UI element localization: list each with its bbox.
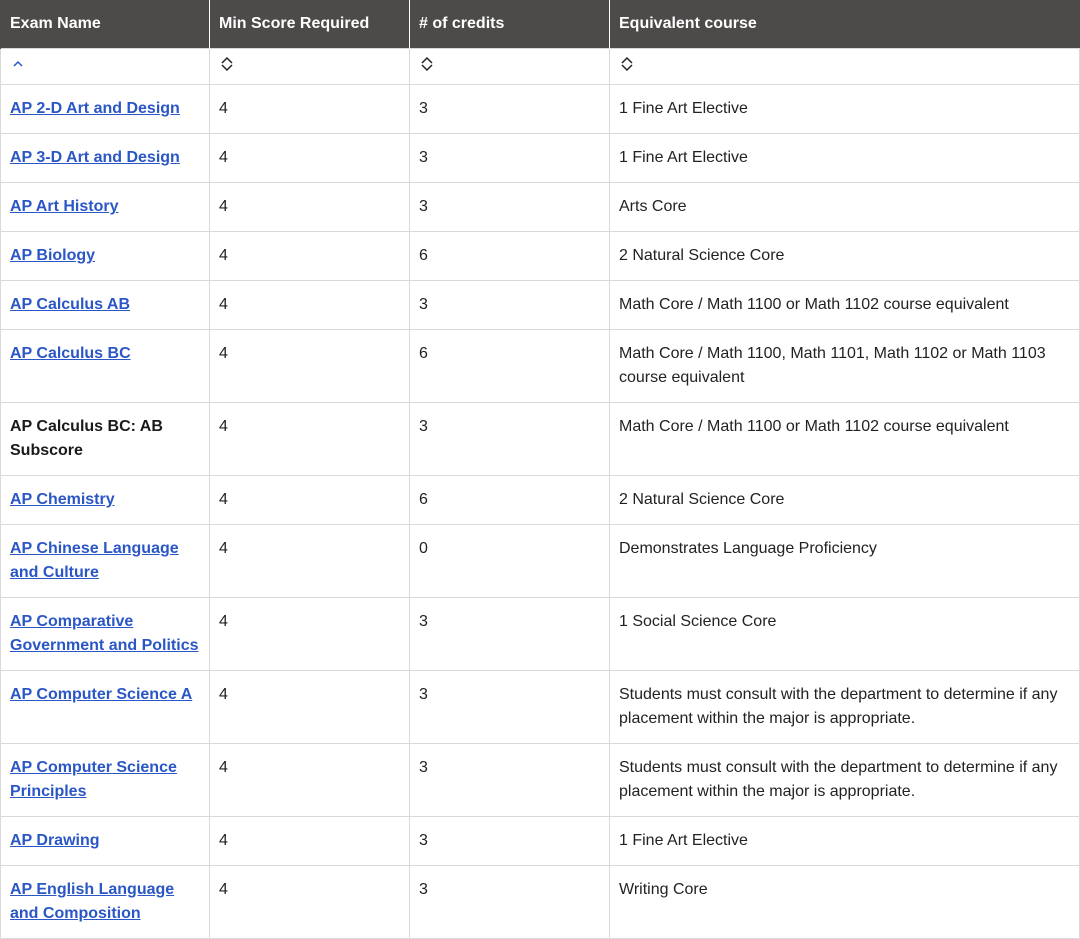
credits-cell: 6	[410, 476, 610, 525]
min-score-cell: 4	[210, 403, 410, 476]
exam-name-cell	[1, 866, 210, 939]
exam-name-text: AP Calculus BC: AB Subscore	[10, 418, 163, 459]
min-score-cell: 4	[210, 817, 410, 866]
header-equivalent-course: Equivalent course	[610, 0, 1080, 49]
min-score-cell: 4	[210, 330, 410, 403]
exam-link[interactable]: AP English Language and Composition	[10, 881, 175, 922]
exam-name-cell	[1, 330, 210, 403]
sort-cell-exam-name	[1, 49, 210, 85]
credits-cell: 3	[410, 744, 610, 817]
table-row	[1, 403, 1080, 476]
table-header-row	[1, 0, 1080, 49]
credits-cell: 3	[410, 866, 610, 939]
min-score-cell: 4	[210, 183, 410, 232]
min-score-cell: 4	[210, 232, 410, 281]
exam-name-cell	[1, 85, 210, 134]
equivalent-course-cell: 2 Natural Science Core	[610, 232, 1080, 281]
header-exam-name: Exam Name	[1, 0, 210, 49]
equivalent-course-cell: 1 Fine Art Elective	[610, 134, 1080, 183]
exam-link[interactable]: AP Art History	[10, 198, 119, 215]
credits-cell: 3	[410, 598, 610, 671]
exam-name-cell	[1, 598, 210, 671]
sort-both-icon[interactable]	[619, 56, 635, 72]
credits-cell: 6	[410, 232, 610, 281]
equivalent-course-cell: 1 Social Science Core	[610, 598, 1080, 671]
sort-cell-min-score	[210, 49, 410, 85]
credits-cell: 0	[410, 525, 610, 598]
exam-link[interactable]: AP Calculus BC	[10, 345, 131, 362]
table-row	[1, 85, 1080, 134]
sort-controls-row	[1, 49, 1080, 85]
min-score-cell: 4	[210, 744, 410, 817]
table-row	[1, 183, 1080, 232]
sort-ascending-icon[interactable]	[10, 56, 26, 72]
table-row	[1, 866, 1080, 939]
min-score-cell: 4	[210, 281, 410, 330]
exam-link[interactable]: AP Chemistry	[10, 491, 115, 508]
min-score-cell: 4	[210, 866, 410, 939]
equivalent-course-cell: Math Core / Math 1100, Math 1101, Math 1102 or Math 1103 course equivalent	[610, 330, 1080, 403]
exam-link[interactable]: AP 3-D Art and Design	[10, 149, 180, 166]
credits-cell: 3	[410, 817, 610, 866]
equivalent-course-cell: Arts Core	[610, 183, 1080, 232]
exam-link[interactable]: AP Comparative Government and Politics	[10, 613, 199, 654]
table-row	[1, 744, 1080, 817]
equivalent-course-cell: Writing Core	[610, 866, 1080, 939]
equivalent-course-cell: Demonstrates Language Proficiency	[610, 525, 1080, 598]
exam-name-cell	[1, 476, 210, 525]
exam-link[interactable]: AP Computer Science A	[10, 686, 193, 703]
min-score-cell: 4	[210, 671, 410, 744]
exam-name-cell	[1, 817, 210, 866]
exam-link[interactable]: AP Drawing	[10, 832, 100, 849]
exam-name-cell	[1, 183, 210, 232]
exam-link[interactable]: AP Calculus AB	[10, 296, 131, 313]
sort-cell-credits	[410, 49, 610, 85]
exam-name-cell	[1, 403, 210, 476]
table-row	[1, 134, 1080, 183]
exam-name-cell	[1, 281, 210, 330]
header-credits: # of credits	[410, 0, 610, 49]
sort-both-icon[interactable]	[219, 56, 235, 72]
credits-cell: 3	[410, 183, 610, 232]
equivalent-course-cell: Math Core / Math 1100 or Math 1102 course equivalent	[610, 403, 1080, 476]
min-score-cell: 4	[210, 476, 410, 525]
sort-both-icon[interactable]	[419, 56, 435, 72]
header-min-score: Min Score Required	[210, 0, 410, 49]
min-score-cell: 4	[210, 598, 410, 671]
exam-name-cell	[1, 744, 210, 817]
credits-cell: 3	[410, 671, 610, 744]
table-row	[1, 330, 1080, 403]
credits-cell: 3	[410, 134, 610, 183]
min-score-cell: 4	[210, 525, 410, 598]
exam-name-cell	[1, 671, 210, 744]
exam-link[interactable]: AP Chinese Language and Culture	[10, 540, 179, 581]
min-score-cell: 4	[210, 85, 410, 134]
exam-link[interactable]: AP 2-D Art and Design	[10, 100, 180, 117]
table-row	[1, 598, 1080, 671]
exam-link[interactable]: AP Computer Science Principles	[10, 759, 177, 800]
table-row	[1, 817, 1080, 866]
table-row	[1, 476, 1080, 525]
table-row	[1, 525, 1080, 598]
table-row	[1, 671, 1080, 744]
exam-name-cell	[1, 525, 210, 598]
credits-cell: 3	[410, 85, 610, 134]
table-row	[1, 232, 1080, 281]
exam-name-cell	[1, 134, 210, 183]
equivalent-course-cell: 1 Fine Art Elective	[610, 85, 1080, 134]
sort-cell-equivalent-course	[610, 49, 1080, 85]
credits-cell: 3	[410, 403, 610, 476]
equivalent-course-cell: Students must consult with the department to determine if any placement within the major is appropriate.	[610, 744, 1080, 817]
equivalent-course-cell: Math Core / Math 1100 or Math 1102 course equivalent	[610, 281, 1080, 330]
equivalent-course-cell: Students must consult with the department to determine if any placement within the major is appropriate.	[610, 671, 1080, 744]
credits-cell: 3	[410, 281, 610, 330]
table-row	[1, 281, 1080, 330]
equivalent-course-cell: 1 Fine Art Elective	[610, 817, 1080, 866]
exam-name-cell	[1, 232, 210, 281]
equivalent-course-cell: 2 Natural Science Core	[610, 476, 1080, 525]
credits-cell: 6	[410, 330, 610, 403]
min-score-cell: 4	[210, 134, 410, 183]
exam-link[interactable]: AP Biology	[10, 247, 96, 264]
